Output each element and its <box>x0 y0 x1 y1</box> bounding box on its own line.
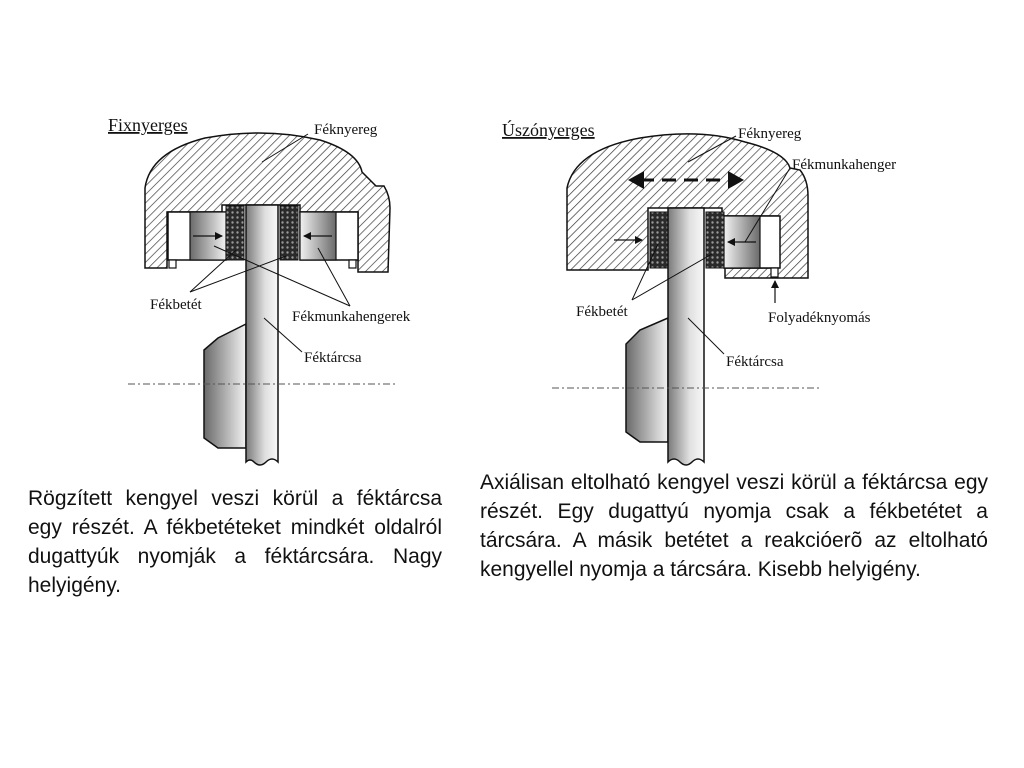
fixed-caliper-title: Fixnyerges <box>108 115 188 135</box>
fixed-brake-disc <box>246 205 278 465</box>
fixed-label-pad: Fékbetét <box>150 297 202 313</box>
floating-caliper-description: Axiálisan eltolható kengyel veszi körül a féktárcsa egy részét. Egy dugattyú nyomja csak a fékbetétet a tárcsára. A másik betétet a reakcióerõ az eltolható kengyellel nyomja a tárcsára. Kisebb helyigény. <box>480 471 988 581</box>
floating-label-pressure: Folyadéknyomás <box>768 310 871 326</box>
hub <box>204 324 246 448</box>
floating-caliper-diagram <box>502 119 896 465</box>
fixed-caliper-diagram <box>108 115 411 465</box>
floating-label-caliper: Féknyereg <box>738 126 802 142</box>
left-fluid-port <box>169 260 176 268</box>
floating-fluid-port <box>771 268 778 277</box>
hub <box>626 318 668 442</box>
right-brake-pad <box>280 206 298 260</box>
fixed-label-caliper: Féknyereg <box>314 122 378 138</box>
inner-brake-pad <box>706 212 724 268</box>
fixed-caliper-description: Rögzített kengyel veszi körül a féktárcsa egy részét. A fékbetéteket mindkét oldalról dugattyúk nyomják a féktárcsára. Nagy helyigény. <box>28 487 442 597</box>
floating-caliper-title: Úszónyerges <box>502 120 595 140</box>
left-brake-pad <box>226 206 244 260</box>
floating-label-cylinder: Fékmunkahenger <box>792 157 897 173</box>
floating-label-pad: Fékbetét <box>576 304 628 320</box>
floating-brake-disc <box>668 208 704 465</box>
right-fluid-port <box>349 260 356 268</box>
floating-label-disc: Féktárcsa <box>726 354 784 370</box>
fixed-label-disc: Féktárcsa <box>304 350 362 366</box>
fixed-label-cylinders: Fékmunkahengerek <box>292 309 411 325</box>
outer-brake-pad <box>650 212 668 268</box>
